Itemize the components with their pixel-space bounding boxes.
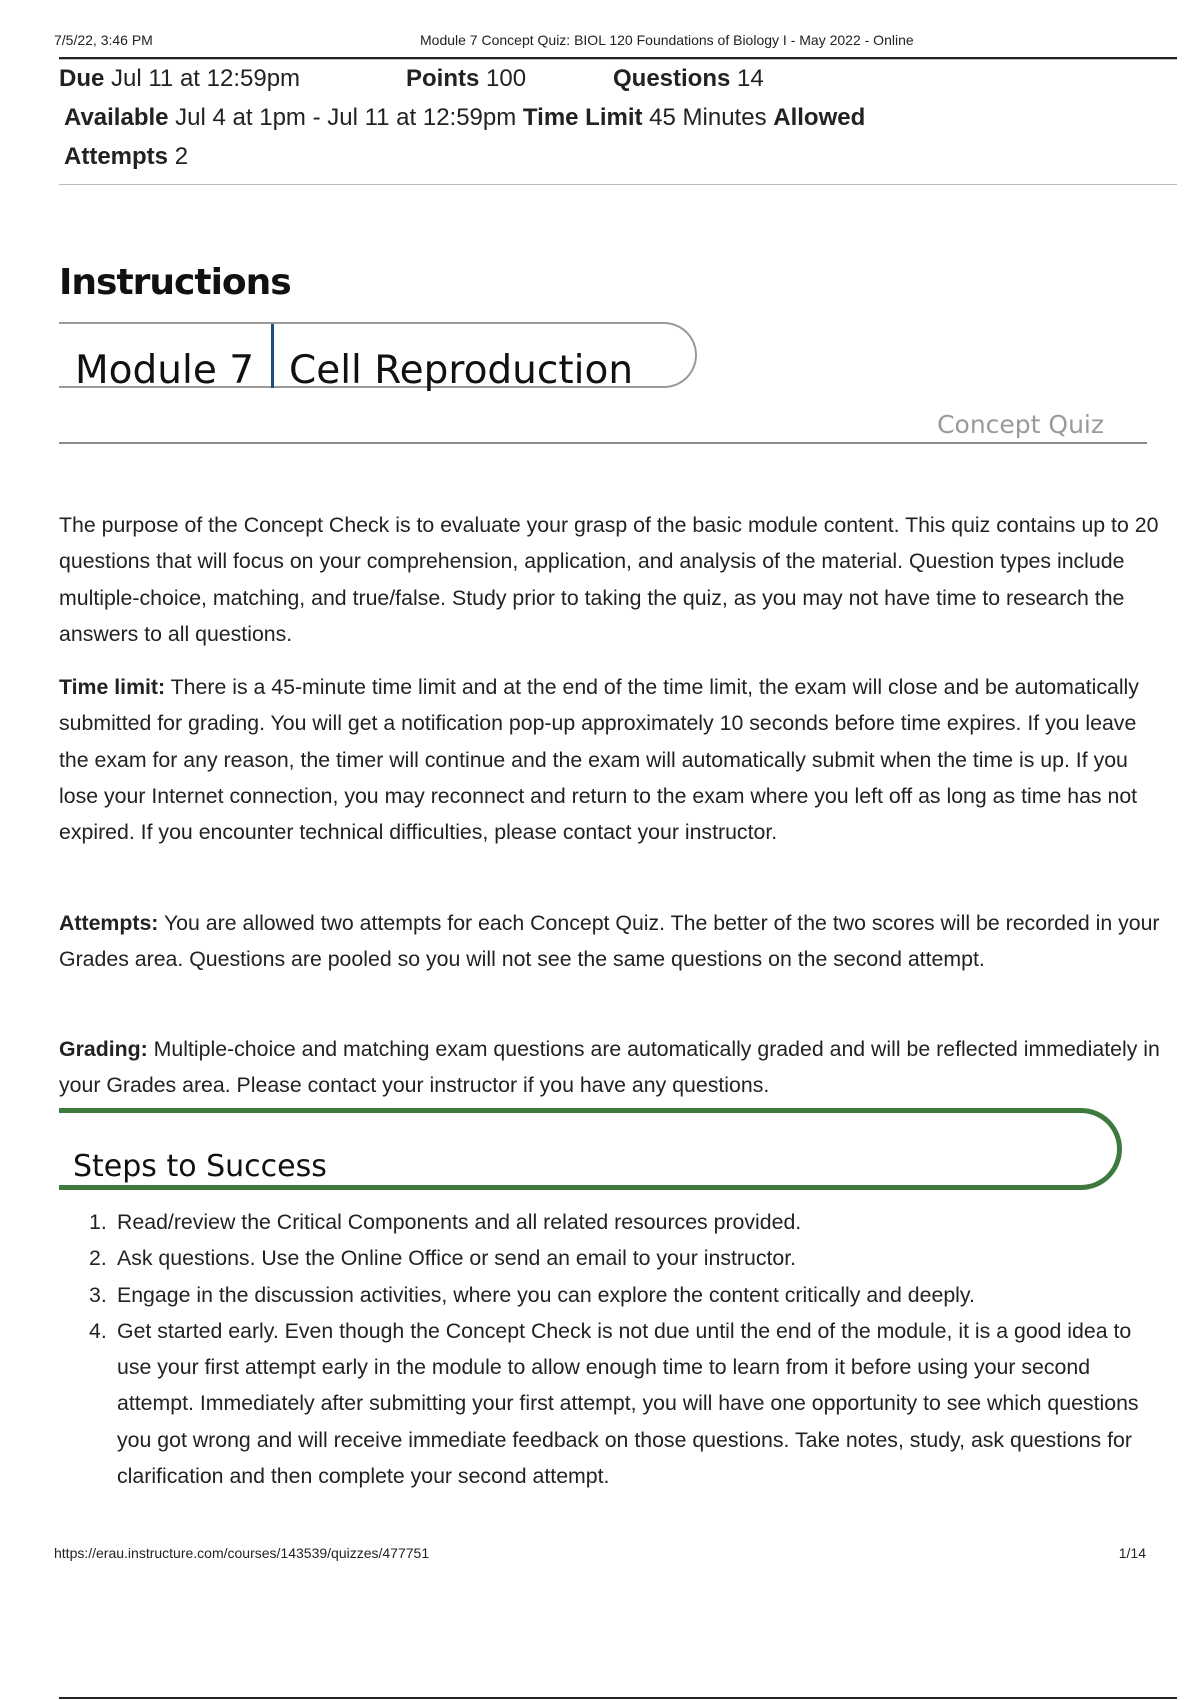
quiz-type-underline <box>59 442 1147 444</box>
steps-banner <box>59 1108 1122 1190</box>
allowed-label: Allowed <box>773 104 866 131</box>
module-label: Module 7 <box>75 348 255 393</box>
list-item <box>59 1313 1169 1494</box>
grading-paragraph <box>59 1031 1169 1104</box>
list-item <box>59 1240 1169 1276</box>
intro-text: The purpose of the Concept Check is to evaluate your grasp of the basic module content. This quiz contains up to 20 questions that will focus on your comprehension, application, and analysis of the material. Question types include multiple-choice, matching, and true/false. Study prior to taking the quiz, as you may not have time to research the answers to all questions. <box>59 513 1159 646</box>
time-limit-text: There is a 45-minute time limit and at the end of the time limit, the exam will close and be automatically submitted for grading. You will get a notification pop-up approximately 10 seconds before time expires. If you leave the exam for any reason, the timer will continue and the exam will automatically submit when the time is up. If you lose your Internet connection, you may reconnect and return to the exam where you left off as long as time has not expired. If you encounter technical difficulties, please contact your instructor. <box>59 675 1139 845</box>
available-value: Jul 4 at 1pm - Jul 11 at 12:59pm <box>175 104 517 131</box>
grading-text: Multiple-choice and matching exam questions are automatically graded and will be reflected immediately in your Grades area. Please contact your instructor if you have any questions. <box>59 1037 1160 1098</box>
attempts-text: You are allowed two attempts for each Concept Quiz. The better of the two scores will be recorded in your Grades area. Questions are pooled so you will not see the same questions on the second attempt. <box>59 911 1160 972</box>
points-value: 100 <box>486 65 527 92</box>
time-limit-label: Time Limit <box>522 104 643 131</box>
attempts-label: Attempts <box>64 143 169 170</box>
quiz-meta-points <box>406 65 526 93</box>
print-footer <box>54 1545 1146 1565</box>
instructions-heading: Instructions <box>59 262 291 303</box>
steps-list <box>59 1204 1169 1494</box>
step-text: Ask questions. Use the Online Office or send an email to your instructor. <box>117 1246 797 1271</box>
header-divider-light <box>59 59 1177 60</box>
step-text: Get started early. Even though the Concept Check is not due until the end of the module, it is a good idea to use your first attempt early in the module to allow enough time to learn from it before using your second attempt. Immediately after submitting your first attempt, you will have one opportunity to see which questions you got wrong and will receive immediate feedback on those questions. Take notes, study, ask questions for clarification and then complete your second attempt. <box>117 1318 1139 1489</box>
quiz-meta-row-2 <box>64 104 865 132</box>
attempts-paragraph <box>59 905 1169 978</box>
questions-label: Questions <box>613 65 731 92</box>
quiz-meta-row-3 <box>64 143 188 171</box>
print-url: https://erau.instructure.com/courses/143539/quizzes/477751 <box>54 1545 430 1561</box>
grading-heading: Grading: <box>59 1037 148 1061</box>
meta-bottom-divider <box>59 184 1177 185</box>
time-limit-heading: Time limit: <box>59 675 166 699</box>
attempts-value: 2 <box>174 143 189 170</box>
due-value: Jul 11 at 12:59pm <box>111 65 301 92</box>
points-label: Points <box>406 65 480 92</box>
page-bottom-divider <box>59 1697 1177 1699</box>
available-label: Available <box>64 104 169 131</box>
step-text: Engage in the discussion activities, where you can explore the content critically and deeply. <box>117 1282 975 1307</box>
print-page-title: Module 7 Concept Quiz: BIOL 120 Foundations of Biology I - May 2022 - Online <box>420 32 914 48</box>
quiz-type-label: Concept Quiz <box>937 410 1104 439</box>
intro-paragraph <box>59 507 1169 652</box>
time-limit-value: 45 Minutes <box>649 104 767 131</box>
list-item <box>59 1204 1169 1240</box>
step-number: 4. <box>89 1318 107 1343</box>
steps-heading: Steps to Success <box>73 1149 327 1184</box>
time-limit-paragraph <box>59 669 1169 850</box>
page-number: 1/14 <box>1118 1545 1146 1561</box>
print-header <box>54 32 1146 52</box>
quiz-meta-row-1 <box>59 65 300 93</box>
list-item <box>59 1277 1169 1313</box>
attempts-heading: Attempts: <box>59 911 159 935</box>
module-topic: Cell Reproduction <box>289 348 634 393</box>
step-number: 2. <box>89 1246 107 1271</box>
step-text: Read/review the Critical Components and all related resources provided. <box>117 1210 802 1234</box>
print-datetime: 7/5/22, 3:46 PM <box>54 32 153 48</box>
module-divider <box>271 324 274 388</box>
due-label: Due <box>59 65 105 92</box>
quiz-meta-questions <box>613 65 764 93</box>
questions-value: 14 <box>737 65 764 92</box>
step-number: 3. <box>89 1282 107 1307</box>
step-number: 1. <box>89 1210 107 1234</box>
module-banner <box>59 322 697 393</box>
